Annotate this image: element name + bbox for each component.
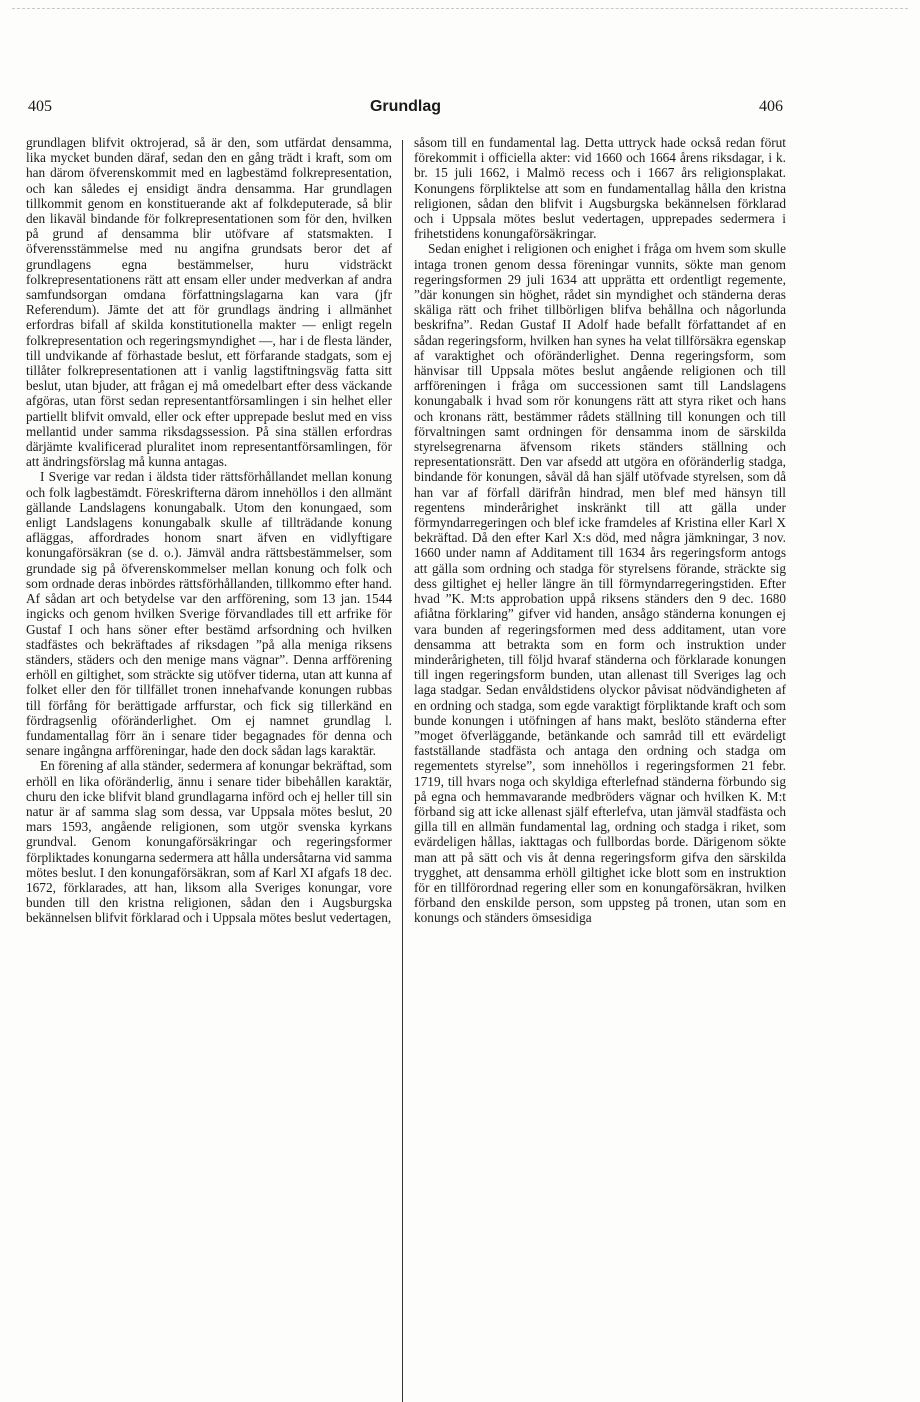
right-column bbox=[414, 135, 786, 926]
running-header bbox=[28, 98, 783, 120]
left-column bbox=[26, 135, 392, 926]
right-paragraph-1: såsom till en fundamental lag. Detta uttryck hade också redan förut förekommit i officiella akter: vid 1660 och 1664 årens riksdagar, i k. br. 15 juli 1662, i Malmö recess och i 1667 års religionsplakat. Konungens förpliktelse att som en fundamentallag hålla den kristna religionen, sådan den blifvit i Augsburgska bekännelsen förklarad och i Uppsala mötes beslut vedertagen, upprepades sedermera i frihetstidens konungaförsäkringar. bbox=[414, 135, 786, 242]
left-paragraph-1: grundlagen blifvit oktrojerad, så är den, som utfärdat densamma, lika mycket bunden däraf, sedan den en gång trädt i kraft, som om han därom öfverenskommit med en lagbestämd folkrepresentation, och kan således ej ensidigt ändra densamma. Har grundlagen tillkommit genom en konstituerande akt af folkdeputerade, så blir den likaväl bindande för folkrepresentationen som för den, hvilken på grund af densamma blir utöfvare af statsmakten. I öfverensstämmelse med nu angifna grundsats beror det af grundlagens egna bestämmelser, huru vidsträckt folkrepresentationens rätt att ensam eller under medverkan af andra samfundsorgan omdana författningslagarna kan vara (jfr Referendum). Jämte det att för grundlags ändring i allmänhet erfordras bifall af skilda konstitutionella makter — enligt regeln folkrepresentation och regeringsmyndighet —, har i de flesta länder, till undvikande af förhastade beslut, ett förfarande stadgats, som ej tillåter folkrepresentationen att i vanlig lagstiftningsväg fatta sitt beslut, utan bjuder, att frågan ej må omedelbart efter dess väckande afgöras, utan först sedan representantförsamlingen i sin helhet eller partiellt blifvit omvald, eller ock efter upprepade beslut med en viss mellantid under samma riksdagssession. På sina ställen erfordras därjämte kvalificerad pluralitet inom representantförsamlingen, för att ändringsförslag må kunna antagas. bbox=[26, 135, 392, 470]
right-paragraph-2: Sedan enighet i religionen och enighet i fråga om hvem som skulle intaga tronen genom dessa föreningar vunnits, sökte man genom regeringsformen 29 juli 1634 att upprätta ett ordentligt regemente, ”där konungen sin höghet, rådet sin myndighet och ständerna deras skäliga rätt och frihet tillbörligen blifva behållna och någorlunda beskrifna”. Redan Gustaf II Adolf hade befallt författandet af en sådan regeringsform, hvilken han synes ha velat tillförsäkra egenskap af varaktighet och oföränderlighet. Denna regeringsform, som hänvisar till Uppsala mötes beslut angående religionen och till arfföreningen i fråga om successionen samt till Landslagens konungabalk i hvad som rör konungens rätt att styra riket och hans och kronans rätt, bestämmer rådets ställning till konungen och till förvaltningen samt ordningen för densamma inom de särskilda styrelsegrenarna äfvensom rikets ständers ställning och representationsrätt. Den var afsedd att utgöra en oföränderlig stadga, bindande för konungen, såväl då han själf utöfvade styrelsen, som då han var af förfall därifrån hindrad, men blef med hänsyn till regentens minderårighet inskränkt till att gälla under förmyndarregeringen och blef icke framdeles af Kristina eller Karl X bekräftad. Då den efter Karl X:s död, med några jämkningar, 3 nov. 1660 under namn af Additament till 1634 års regeringsform antogs att gälla som ordning och stadga för styrelsens förande, sträckte sig dess giltighet ej heller längre än till förmyndarregeringstiden. Efter hvad ”K. M:ts approbation uppå riksens ständers den 9 dec. 1680 afiåtna förklaring” gifver vid handen, ansågo ständerna konungen ej vara bunden af regeringsformen med dess additament, utan vore densamma att betrakta som en form och instruktion under minderårigheten, till följd hvaraf ständerna och förklarade konungen till ingen regeringsform bunden, utan allenast till Sveriges lag och laga stadgar. Sedan envåldstidens olyckor påvisat nödvändigheten af en ordning och stadga, som egde varaktigt förpliktande kraft och som bunde konungen i utöfningen af hans makt, beslöto ständerna efter ”moget öfverläggande, betänkande och samråd till ett evärdeligt fastställande stadfästa och antaga den ordning och stadga om regementets styrelse”, som innehöllos i regeringsformen 21 febr. 1719, till hvars noga och skyldiga efterlefnad ständerna förbundo sig på egna och hemmavarande medbröders vägnar och hvilken K. M:t förband sig att icke allenast själf efterlefva, utan jämväl stadfästa och gilla till en allmän fundamental lag, ordning och stadga i riket, som evärdeligen hållas, iakttagas och fullbordas borde. Därigenom sökte man att på sätt och vis åt denna regeringsform gifva den särskilda trygghet, att densamma erhöll giltighet icke blott som en instruktion för en tillförordnad regering eller som en konungaförsäkran, hvilken förband den enskilde person, som uppsteg på tronen, utan som en konungs och ständers ömsesidiga bbox=[414, 241, 786, 926]
page-number-right: 406 bbox=[759, 98, 783, 115]
left-paragraph-2: I Sverige var redan i äldsta tider rättsförhållandet mellan konung och folk lagbestämdt. Föreskrifterna därom innehöllos i den allmänt gällande Landslagens konungabalk. Utom den konungaed, som enligt Landslagens konungabalk skulle af tillträdande konung afläggas, affordrades honom snart äfven en vidlyftigare konungaförsäkran (se d. o.). Jämväl andra rättsbestämmelser, som grundade sig på öfverenskommelser mellan konung och folk och som ordnade deras inbördes rättsförhållanden, tillkommo efter hand. Af sådan art och betydelse var den arfförening, som 13 jan. 1544 ingicks och genom hvilken Sverige förvandlades till ett arfrike för Gustaf I och hans söner efter bestämd arfsordning och hvilken stadfästes och bekräftades af riksdagen ”på alla meniga riksens ständers, städers och den menige mans vägnar”. Denna arfförening erhöll en giltighet, som sträckte sig utöfver tiderna, utan att kunna af folket eller den för tillfället tronen innehafvande konungen rubbas till förfång för berättigade arffurstar, och fick sig tillerkänd en fördragsenlig oföränderlighet. Om ej namnet grundlag l. fundamentallag förr än i senare tider begagnades för denna och senare ingångna arfföreningar, hade den dock sådan lags karaktär. bbox=[26, 469, 392, 759]
top-scan-rule bbox=[12, 8, 908, 9]
left-paragraph-3: En förening af alla ständer, sedermera af konungar bekräftad, som erhöll en lika oföränderlig, ännu i senare tider bibehållen karaktär, churu den icke blifvit bland grundlagarna införd och ej heller till sin natur är af samma slag som dessa, var Uppsala mötes beslut, 20 mars 1593, angående religionen, som utgör svenska kyrkans grundval. Genom konungaförsäkringar och regeringsformer förpliktades konungarna sedermera att hålla undersåtarna vid samma mötes beslut. I den konungaförsäkran, som af Karl XI afgafs 18 dec. 1672, förklarades, att han, liksom alla Sveriges konungar, vore bunden till den kristna religionen, sådan den i Augsburgska bekännelsen blifvit förklarad och i Uppsala mötes beslut vedertagen, bbox=[26, 758, 392, 926]
page-number-left: 405 bbox=[28, 98, 52, 115]
running-title: Grundlag bbox=[369, 98, 442, 115]
column-divider bbox=[402, 140, 403, 1402]
